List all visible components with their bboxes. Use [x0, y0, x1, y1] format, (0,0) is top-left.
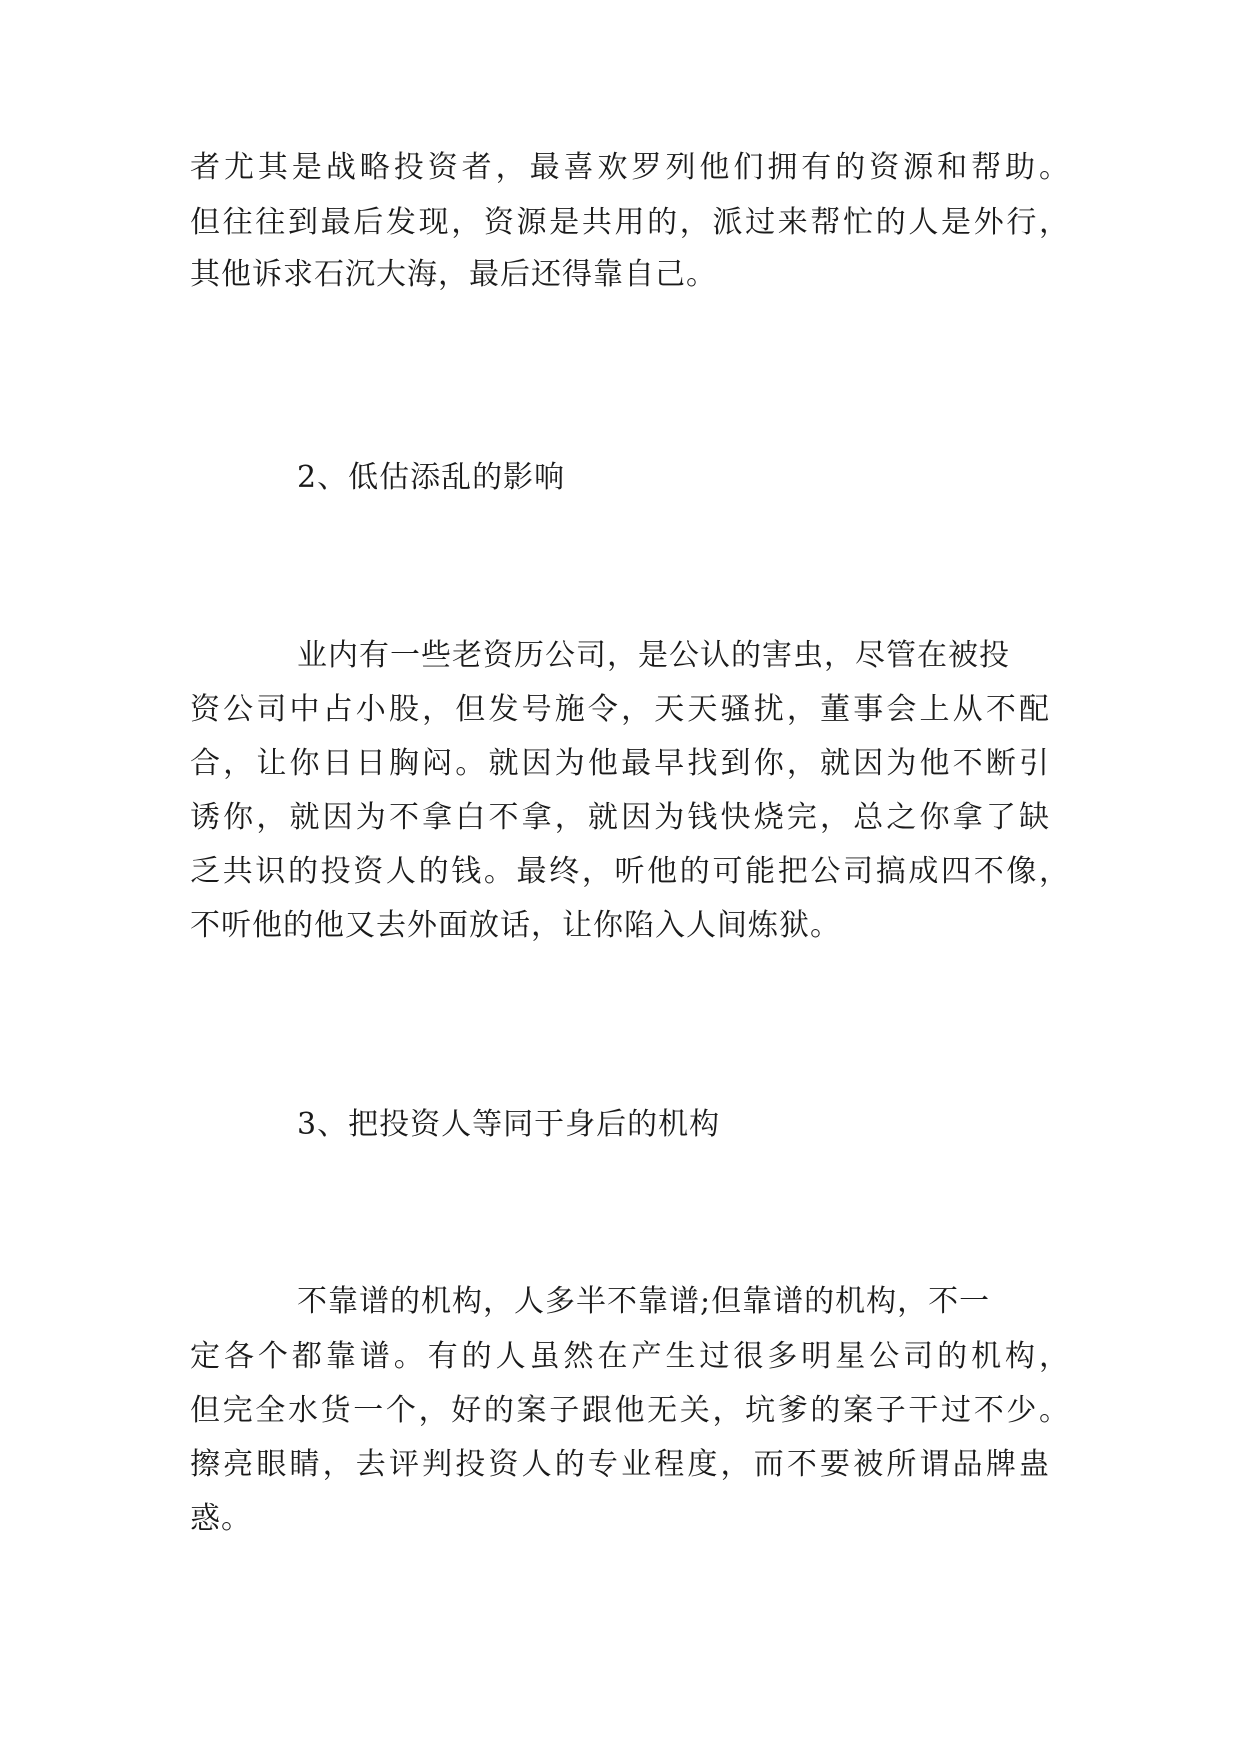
- paragraph-line: 但往往到最后发现，资源是共用的，派过来帮忙的人是外行，: [190, 205, 1070, 240]
- paragraph-line: 乏共识的投资人的钱。最终，听他的可能把公司搞成四不像，: [190, 854, 1070, 889]
- paragraph-line: 不靠谱的机构，人多半不靠谱;但靠谱的机构，不一: [297, 1284, 991, 1319]
- paragraph-line: 不听他的他又去外面放话，让你陷入人间炼狱。: [190, 908, 841, 943]
- paragraph-line: 合，让你日日胸闷。就因为他最早找到你，就因为他不断引: [190, 746, 1050, 781]
- paragraph-line: 资公司中占小股，但发号施令，天天骚扰，董事会上从不配: [190, 692, 1050, 727]
- paragraph-line: 定各个都靠谱。有的人虽然在产生过很多明星公司的机构，: [190, 1339, 1070, 1374]
- paragraph-line: 业内有一些老资历公司，是公认的害虫，尽管在被投: [297, 638, 1010, 673]
- paragraph-line: 但完全水货一个，好的案子跟他无关，坑爹的案子干过不少。: [190, 1393, 1070, 1428]
- paragraph-line: 者尤其是战略投资者，最喜欢罗列他们拥有的资源和帮助。: [190, 150, 1070, 185]
- paragraph-line: 惑。: [190, 1501, 252, 1536]
- section-heading-3: 3、把投资人等同于身后的机构: [297, 1107, 721, 1142]
- section-heading-2: 2、低估添乱的影响: [297, 460, 566, 495]
- paragraph-line: 擦亮眼睛，去评判投资人的专业程度，而不要被所谓品牌蛊: [190, 1447, 1050, 1482]
- paragraph-line: 其他诉求石沉大海，最后还得靠自己。: [190, 257, 717, 292]
- paragraph-line: 诱你，就因为不拿白不拿，就因为钱快烧完，总之你拿了缺: [190, 800, 1050, 835]
